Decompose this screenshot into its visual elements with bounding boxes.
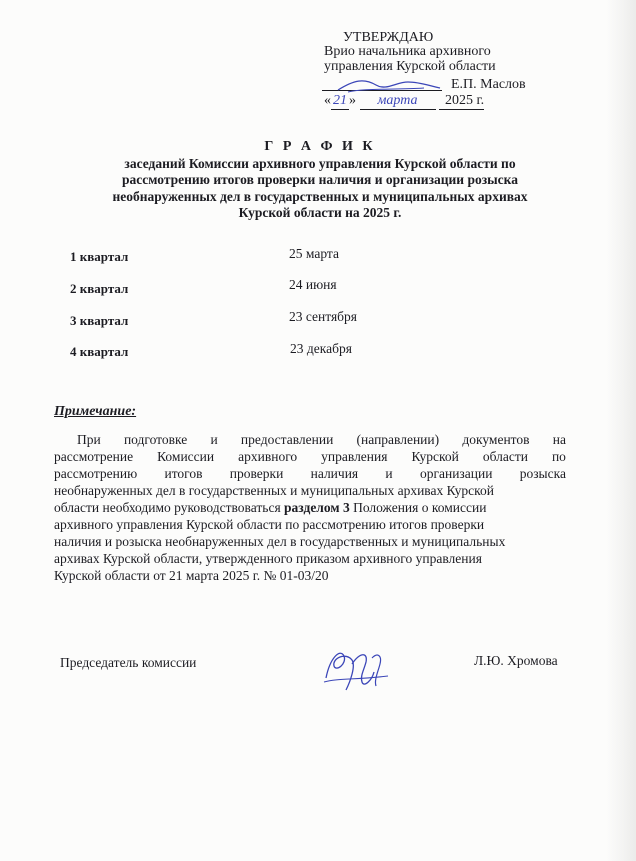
note-line5-bold: разделом 3 — [284, 500, 350, 515]
note-word: на — [552, 432, 566, 447]
note-line6: архивного управления Курской области по рассмотрению итогов проверки — [54, 517, 485, 532]
note-word: наличия — [310, 466, 359, 481]
note-line5 — [54, 500, 486, 516]
note-line7: наличия и розыска необнаруженных дел в государственных и муниципальных — [54, 534, 506, 549]
note-word: организации — [419, 466, 493, 481]
schedule-quarter-1: 1 квартал — [70, 249, 129, 264]
note-word: проверки — [229, 466, 284, 481]
approval-position-line2: управления Курской области — [324, 59, 496, 74]
note-line5-post: Положения о комиссии — [349, 500, 487, 515]
chair-role: Председатель комиссии — [60, 655, 197, 670]
date-month: марта — [360, 93, 436, 110]
note-word: области — [482, 449, 528, 464]
title-line1: заседаний Комиссии архивного управления Курской области по — [124, 155, 516, 171]
note-word: (направлении) — [356, 432, 440, 447]
schedule-date-1: 25 марта — [289, 246, 339, 261]
note-word: архивного — [238, 449, 298, 464]
title-heading: Г Р А Ф И К — [264, 139, 376, 154]
schedule-date-2: 24 июня — [289, 277, 337, 292]
note-line4: необнаруженных дел в государственных и муниципальных архивах Курской — [54, 483, 494, 498]
document-title — [70, 139, 570, 222]
schedule-date-4: 23 декабря — [290, 341, 352, 356]
approval-date — [324, 93, 484, 110]
approval-title: УТВЕРЖДАЮ — [343, 30, 434, 45]
chair-signature — [316, 638, 396, 698]
date-year: 2025 г. — [439, 93, 484, 110]
schedule-quarter-2: 2 квартал — [70, 281, 129, 296]
note-line8: архивах Курской области, утвержденного приказом архивного управления — [54, 551, 482, 566]
scan-shadow-edge — [606, 0, 636, 861]
title-line2: рассмотрению итогов проверки наличия и организации розыска — [122, 172, 518, 187]
note-word: предоставлении — [240, 432, 334, 447]
schedule-date-3: 23 сентября — [289, 309, 358, 324]
note-word: Курской — [411, 449, 459, 464]
note-heading: Примечание: — [54, 404, 137, 419]
note-word: управления — [321, 449, 388, 464]
note-word: рассмотрению — [54, 466, 138, 481]
date-day: 21 — [333, 93, 347, 108]
note-line5-pre: области необходимо руководствоваться — [54, 500, 285, 515]
note-word: подготовке — [123, 432, 188, 447]
chair-name: Л.Ю. Хромова — [474, 653, 558, 668]
date-quote-open: « — [324, 93, 331, 108]
note-line9: Курской области от 21 марта 2025 г. № 01-03/20 — [54, 568, 329, 583]
note-word: При — [77, 432, 101, 447]
date-quote-close: » — [349, 93, 356, 108]
note-word: Комиссии — [157, 449, 215, 464]
note-word: розыска — [519, 466, 566, 481]
note-word: и — [210, 432, 218, 447]
title-line3: необнаруженных дел в государственных и муниципальных архивах — [112, 188, 528, 204]
note-line1 — [77, 432, 566, 448]
note-word: документов — [462, 432, 530, 447]
note-word: по — [551, 449, 566, 464]
approval-position-line1: Врио начальника архивного — [324, 44, 491, 59]
note-word: и — [385, 466, 393, 481]
note-word: рассмотрение — [54, 449, 134, 464]
note-line3 — [54, 466, 566, 482]
note-word: итогов — [164, 466, 203, 481]
schedule-quarter-3: 3 квартал — [70, 313, 129, 328]
schedule-quarter-4: 4 квартал — [70, 344, 129, 359]
approval-signer: Е.П. Маслов — [451, 77, 526, 92]
note-line2 — [54, 449, 566, 465]
title-line4: Курской области на 2025 г. — [238, 205, 402, 220]
